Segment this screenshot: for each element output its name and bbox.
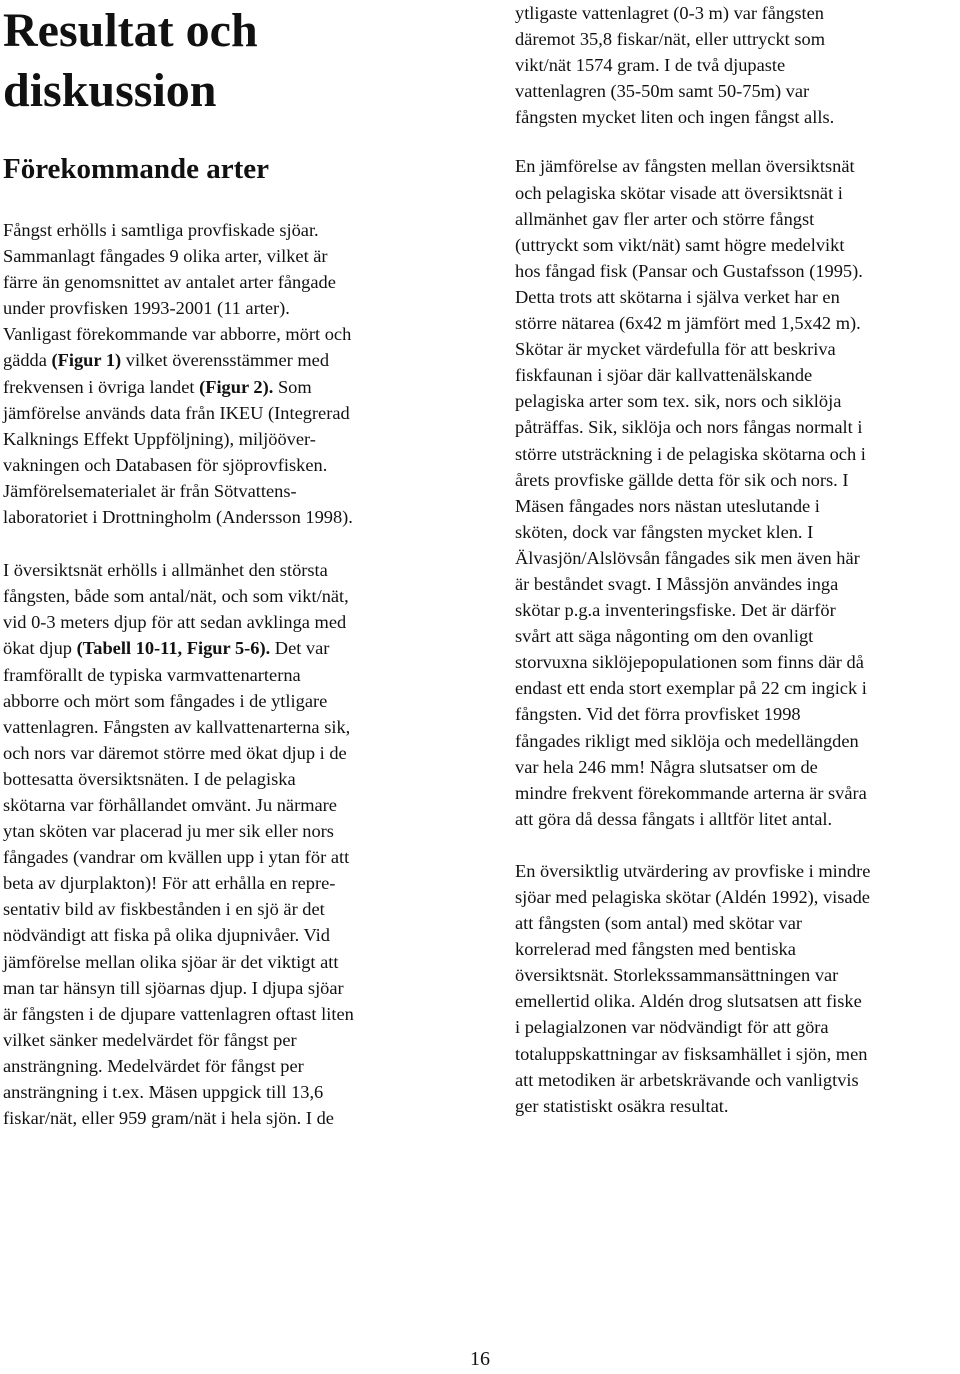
text-line: abborre och mört som fångades i de ytligare	[3, 690, 328, 711]
text-line: hos fångad fisk (Pansar och Gustafsson (1995).	[515, 260, 863, 281]
text-line: var hela 246 mm! Några slutsatser om de	[515, 756, 818, 777]
text-line: under provfisken 1993-2001 (11 arter).	[3, 298, 290, 319]
text-line: fångsten. Vid det förra provfisket 1998	[515, 704, 801, 725]
text-line: En översiktlig utvärdering av provfiske i mindre	[515, 860, 871, 881]
text-line: fångades (vandrar om kvällen upp i ytan för att	[3, 847, 350, 868]
text-line: svårt att säga någonting om den ovanligt	[515, 626, 814, 647]
page-title-line: diskussion	[3, 64, 217, 117]
text-line: är beståndet svagt. I Måssjön användes inga	[515, 573, 839, 594]
text-line: Kalknings Effekt Uppföljning), miljööver-	[3, 428, 316, 449]
right-column	[515, 0, 957, 1119]
section-heading: Förekommande arter	[3, 153, 270, 185]
text-line: I översiktsnät erhölls i allmänhet den största	[3, 560, 328, 581]
figure-reference: (Figur 2).	[199, 376, 274, 397]
text-line: ansträngning. Medelvärdet för fångst per	[3, 1055, 304, 1076]
paragraph-net-comparison	[515, 153, 957, 831]
text-line: Jämförelsematerialet är från Sötvattens-	[3, 480, 297, 501]
text-line: storvuxna siklöjepopulationen som finns där då	[515, 652, 864, 673]
text-line: att göra då dessa fångats i alltför litet antal.	[515, 808, 833, 829]
text-line: vattenlagren. Fångsten av kallvattenarterna sik,	[3, 716, 351, 737]
text-line: Skötar är mycket värdefulla för att beskriva	[515, 339, 836, 360]
text-line: skötar p.g.a inventeringsfiske. Det är därför	[515, 600, 836, 621]
text-line: sjöar med pelagiska skötar (Aldén 1992), visade	[515, 887, 870, 907]
text-line: är fångsten i de djupare vattenlagren oftast liten	[3, 1003, 354, 1024]
text-line: En jämförelse av fångsten mellan översiktsnät	[515, 156, 855, 177]
text-line	[3, 347, 451, 373]
text-line: jämförelse mellan olika sjöar är det viktigt att	[3, 951, 339, 972]
text-line: sköten, dock var fångsten mycket klen. I	[515, 521, 814, 542]
text-run: vilket överensstämmer med	[121, 350, 330, 371]
text-line: Mäsen fångades nors nästan uteslutande i	[515, 495, 820, 516]
text-line: och pelagiska skötar visade att översiktsnät i	[515, 182, 843, 203]
text-line: fångades rikligt med siklöja och medellängden	[515, 730, 859, 751]
text-line: totaluppskattningar av fisksamhället i sjön, men	[515, 1043, 868, 1064]
text-line: Vanligast förekommande var abborre, mört och	[3, 324, 352, 345]
text-run: Det var	[270, 638, 330, 659]
text-line: fiskfaunan i sjöar där kallvattenälskande	[515, 365, 813, 386]
text-line: påträffas. Sik, siklöja och nors fångas normalt i	[515, 417, 863, 438]
paragraph-evaluation	[515, 858, 957, 1119]
text-line: att metodiken är arbetskrävande och vanligtvis	[515, 1069, 859, 1090]
paragraph-species	[3, 217, 451, 530]
text-line: däremot 35,8 fiskar/nät, eller uttryckt som	[515, 29, 826, 50]
page-title-line: Resultat och	[3, 4, 258, 57]
text-line: vakningen och Databasen för sjöprovfisken.	[3, 454, 328, 475]
page-title	[3, 1, 451, 121]
text-line: ytan sköten var placerad ju mer sik eller nors	[3, 821, 334, 842]
text-line: Sammanlagt fångades 9 olika arter, vilket är	[3, 246, 328, 267]
text-line: mindre frekvent förekommande arterna är svåra	[515, 782, 867, 803]
text-line: pelagiska arter som tex. sik, nors och siklöja	[515, 391, 842, 412]
text-line: vattenlagren (35-50m samt 50-75m) var	[515, 81, 810, 102]
text-line: korrelerad med fångsten med bentiska	[515, 939, 796, 960]
figure-reference: (Tabell 10-11, Figur 5-6).	[76, 638, 271, 659]
left-column	[3, 0, 451, 1131]
text-line: Fångst erhölls i samtliga provfiskade sjöar.	[3, 220, 319, 240]
text-line: bottesatta översiktsnäten. I de pelagiska	[3, 768, 296, 789]
text-line: årets provfiske gällde detta för sik och nors. I	[515, 469, 849, 490]
text-line: Detta trots att skötarna i själva verket har en	[515, 286, 840, 307]
paragraph-catch-depth	[3, 557, 451, 1131]
text-line: nödvändigt att fiska på olika djupnivåer. Vid	[3, 925, 330, 946]
text-line: (uttryckt som vikt/nät) samt högre medelvikt	[515, 234, 845, 255]
text-line: större utsträckning i de pelagiska skötarna och i	[515, 443, 866, 464]
text-line: ger statistiskt osäkra resultat.	[515, 1095, 729, 1116]
text-line: skötarna var förhållandet omvänt. Ju närmare	[3, 794, 337, 815]
text-line: endast ett enda stort exemplar på 22 cm ingick i	[515, 678, 867, 699]
text-line: laboratoriet i Drottningholm (Andersson 1998).	[3, 507, 353, 528]
text-line	[3, 374, 451, 400]
text-line: vikt/nät 1574 gram. I de två djupaste	[515, 55, 786, 76]
text-line: beta av djurplakton)! För att erhålla en repre-	[3, 873, 336, 894]
text-line: man tar hänsyn till sjöarnas djup. I djupa sjöar	[3, 977, 344, 998]
text-line	[3, 635, 451, 661]
page-number: 16	[470, 1348, 490, 1370]
text-line: översiktsnät. Storlekssammansättningen var	[515, 965, 839, 986]
text-line: fångsten mycket liten och ingen fångst alls.	[515, 107, 835, 128]
figure-reference: (Figur 1)	[51, 350, 122, 371]
paragraph-surface-layer	[515, 0, 957, 130]
text-line: ytligaste vattenlagret (0-3 m) var fångsten	[515, 3, 824, 23]
text-line: större nätarea (6x42 m jämfört med 1,5x42 m).	[515, 313, 861, 334]
text-line: att fångsten (som antal) med skötar var	[515, 913, 803, 934]
text-line: ansträngning i t.ex. Mäsen uppgick till 13,6	[3, 1082, 324, 1102]
text-line: fiskar/nät, eller 959 gram/nät i hela sjön. I de	[3, 1108, 334, 1129]
text-line: i pelagialzonen var nödvändigt för att göra	[515, 1017, 829, 1038]
text-line: vid 0-3 meters djup för att sedan avklinga med	[3, 612, 347, 633]
text-run: frekvensen i övriga landet	[3, 376, 200, 397]
text-line: jämförelse används data från IKEU (Integrerad	[3, 402, 350, 423]
text-line: Älvasjön/Alslövsån fångades sik men även här	[515, 547, 860, 568]
text-run: gädda	[3, 350, 52, 371]
text-line: sentativ bild av fiskbestånden i en sjö är det	[3, 899, 325, 920]
text-line: vilket sänker medelvärdet för fångst per	[3, 1029, 297, 1050]
text-line: allmänhet gav fler arter och större fångst	[515, 208, 815, 229]
text-line: färre än genomsnittet av antalet arter fångade	[3, 272, 336, 293]
text-line: framförallt de typiska varmvattenarterna	[3, 664, 301, 685]
text-run: Som	[273, 376, 312, 397]
text-line: och nors var däremot större med ökat djup i de	[3, 742, 347, 763]
text-run: ökat djup	[3, 638, 77, 659]
text-line: fångsten, både som antal/nät, och som vikt/nät,	[3, 586, 349, 607]
text-line: emellertid olika. Aldén drog slutsatsen att fiske	[515, 991, 862, 1012]
